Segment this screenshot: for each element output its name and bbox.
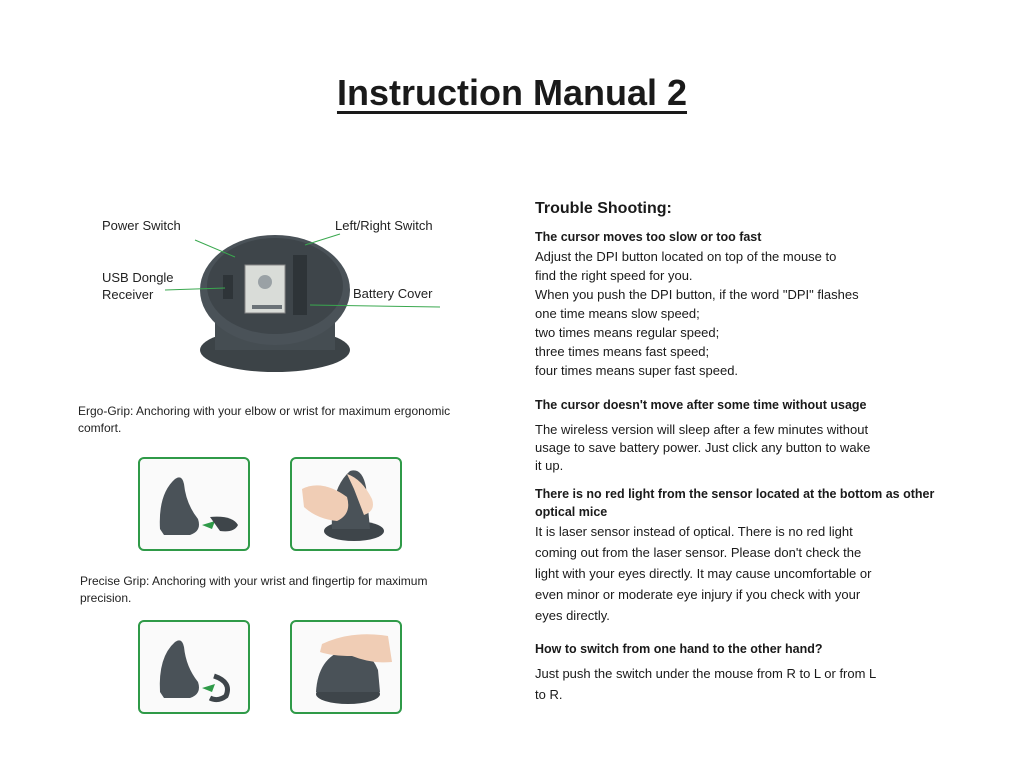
answer-line: Adjust the DPI button located on top of the mouse to [535, 249, 837, 264]
faq-item-switch-hand [535, 640, 955, 705]
answer-line: The wireless version will sleep after a few minutes without [535, 422, 869, 437]
faq-question: The cursor moves too slow or too fast [535, 230, 762, 244]
faq-answer [535, 247, 955, 380]
ergo-grip-text-1: Ergo-Grip: Anchoring with your elbow or wrist for maximum ergonomic [78, 404, 451, 418]
callout-usb-dongle-1: USB Dongle [102, 270, 174, 285]
precise-grip-text-1: Precise Grip: Anchoring with your wrist and fingertip for maximum [80, 574, 428, 588]
answer-line: three times means fast speed; [535, 344, 710, 359]
answer-line: It is laser sensor instead of optical. There is no red light [535, 524, 853, 539]
answer-line: eyes directly. [535, 608, 610, 623]
callout-left-right-switch: Left/Right Switch [335, 218, 433, 233]
callout-battery-cover: Battery Cover [353, 286, 433, 301]
ergo-grip-side-image [138, 457, 250, 551]
answer-line: When you push the DPI button, if the word "DPI" flashes [535, 287, 859, 302]
faq-answer [535, 421, 955, 475]
answer-line: Just push the switch under the mouse from R to L or from L [535, 666, 877, 681]
precise-grip-hand-image [290, 620, 402, 714]
faq-item-speed [535, 228, 955, 380]
answer-line: it up. [535, 458, 564, 473]
callout-usb-dongle-2: Receiver [102, 287, 154, 302]
answer-line: coming out from the laser sensor. Please don't check the [535, 545, 862, 560]
answer-line: one time means slow speed; [535, 306, 700, 321]
troubleshooting-heading: Trouble Shooting: [535, 200, 672, 217]
faq-answer [535, 663, 955, 705]
precise-grip-side-image [138, 620, 250, 714]
page-title: Instruction Manual 2 [336, 72, 688, 113]
answer-line: light with your eyes directly. It may cause uncomfortable or [535, 566, 872, 581]
mouse-bottom-diagram [95, 210, 445, 375]
answer-line: even minor or moderate eye injury if you check with your [535, 587, 861, 602]
answer-line: two times means regular speed; [535, 325, 720, 340]
faq-item-red-light [535, 485, 955, 626]
answer-line: usage to save battery power. Just click any button to wake [535, 440, 871, 455]
faq-question: The cursor doesn't move after some time without usage [535, 398, 867, 412]
ergo-grip-text-2: comfort. [78, 421, 122, 435]
answer-line: four times means super fast speed. [535, 363, 739, 378]
faq-item-sleep [535, 396, 955, 475]
troubleshooting-section [535, 200, 955, 705]
faq-answer [535, 521, 955, 626]
answer-line: to R. [535, 687, 563, 702]
ergo-grip-hand-image [290, 457, 402, 551]
precise-grip-text-2: precision. [80, 591, 132, 605]
callout-power-switch: Power Switch [102, 218, 181, 233]
answer-line: find the right speed for you. [535, 268, 693, 283]
faq-question: There is no red light from the sensor located at the bottom as other optical mice [535, 487, 935, 519]
faq-question: How to switch from one hand to the other hand? [535, 642, 823, 656]
